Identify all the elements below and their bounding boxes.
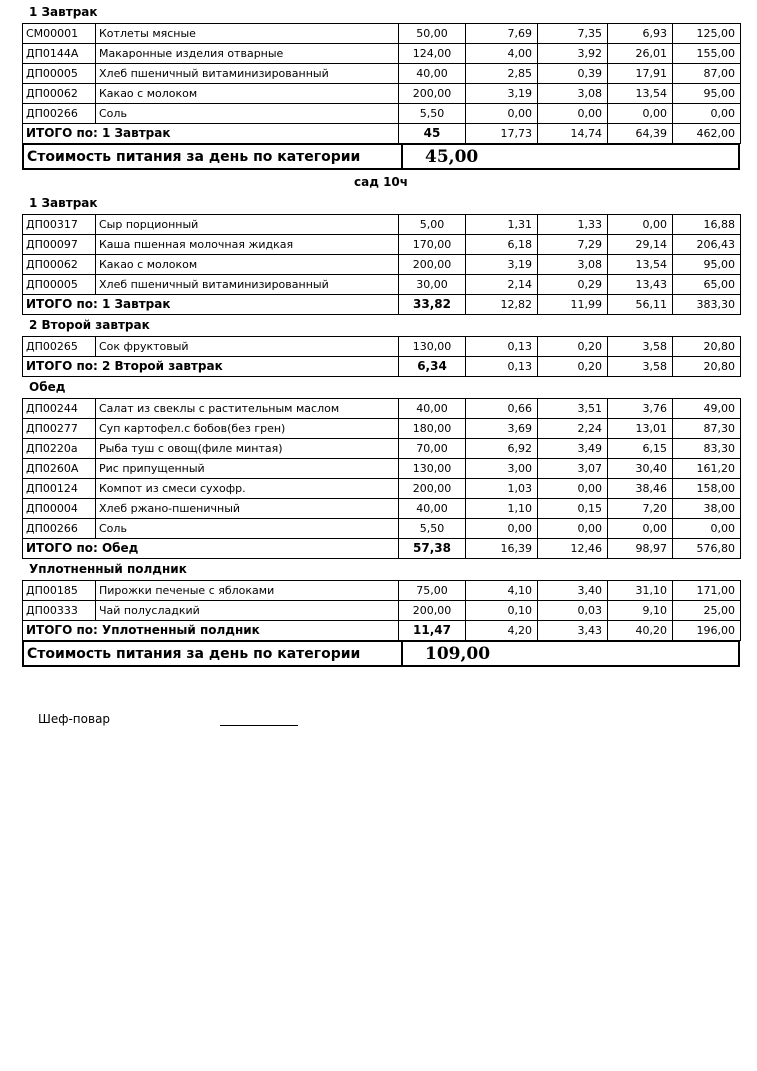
cell-item-val-4: 0,00 (673, 104, 741, 124)
cell-item-name: Рис припущенный (96, 459, 399, 479)
total-row (23, 539, 741, 559)
total-val-2: 12,46 (538, 539, 608, 559)
cell-item-name: Какао с молоком (96, 84, 399, 104)
cell-item-name: Рыба туш с овощ(филе минтая) (96, 439, 399, 459)
cell-item-output: 130,00 (399, 459, 466, 479)
total-val-1: 17,73 (466, 124, 538, 144)
summary-row (23, 144, 739, 169)
signature-line (220, 712, 298, 726)
group-heading: сад 10ч (353, 175, 409, 189)
total-val-3: 3,58 (608, 357, 673, 377)
cell-item-name: Чай полусладкий (96, 601, 399, 621)
cell-item-val-3: 31,10 (608, 581, 673, 601)
table-row (23, 275, 741, 295)
cell-item-val-2: 2,24 (538, 419, 608, 439)
cell-item-output: 130,00 (399, 337, 466, 357)
total-val-3: 56,11 (608, 295, 673, 315)
table-body (23, 24, 741, 124)
cell-item-val-2: 0,03 (538, 601, 608, 621)
cell-item-val-4: 0,00 (673, 519, 741, 539)
total-val-1: 12,82 (466, 295, 538, 315)
cell-item-code: ДП00317 (23, 215, 96, 235)
cell-item-name: Суп картофел.с бобов(без грен) (96, 419, 399, 439)
cell-item-name: Хлеб пшеничный витаминизированный (96, 64, 399, 84)
total-label: ИТОГО по: 1 Завтрак (23, 124, 399, 144)
total-val-1: 4,20 (466, 621, 538, 641)
cell-item-code: ДП00004 (23, 499, 96, 519)
table-row (23, 519, 741, 539)
cell-item-name: Какао с молоком (96, 255, 399, 275)
day-cost-summary (22, 640, 740, 667)
total-val-2: 3,43 (538, 621, 608, 641)
cell-item-val-4: 20,80 (673, 337, 741, 357)
cell-item-code: ДП00244 (23, 399, 96, 419)
total-val-2: 14,74 (538, 124, 608, 144)
table-row (23, 439, 741, 459)
table-row (23, 24, 741, 44)
cell-item-code: ДП00266 (23, 519, 96, 539)
cell-item-code: ДП00062 (23, 255, 96, 275)
total-label: ИТОГО по: Обед (23, 539, 399, 559)
cell-item-output: 75,00 (399, 581, 466, 601)
table-row (23, 235, 741, 255)
cell-item-name: Соль (96, 104, 399, 124)
table-body (23, 337, 741, 357)
cell-item-val-1: 2,85 (466, 64, 538, 84)
table-row (23, 499, 741, 519)
cell-item-val-2: 0,39 (538, 64, 608, 84)
total-label: ИТОГО по: 1 Завтрак (23, 295, 399, 315)
total-val-3: 64,39 (608, 124, 673, 144)
table-row (23, 64, 741, 84)
total-cost: 11,47 (399, 621, 466, 641)
cell-item-val-2: 3,07 (538, 459, 608, 479)
cell-item-code: ДП00277 (23, 419, 96, 439)
cell-item-val-1: 4,00 (466, 44, 538, 64)
cell-item-val-1: 1,03 (466, 479, 538, 499)
total-val-4: 196,00 (673, 621, 741, 641)
cell-item-val-1: 0,10 (466, 601, 538, 621)
cell-item-val-1: 0,00 (466, 519, 538, 539)
cell-item-val-4: 95,00 (673, 84, 741, 104)
cell-item-val-3: 7,20 (608, 499, 673, 519)
cell-item-val-2: 3,51 (538, 399, 608, 419)
cell-item-val-2: 3,92 (538, 44, 608, 64)
cell-item-name: Котлеты мясные (96, 24, 399, 44)
cell-item-val-1: 4,10 (466, 581, 538, 601)
section-title: 1 Завтрак (29, 5, 98, 19)
cell-item-val-4: 155,00 (673, 44, 741, 64)
total-cost: 6,34 (399, 357, 466, 377)
cell-item-val-2: 7,35 (538, 24, 608, 44)
total-row (23, 621, 741, 641)
cell-item-name: Компот из смеси сухофр. (96, 479, 399, 499)
cell-item-val-1: 3,69 (466, 419, 538, 439)
cell-item-output: 30,00 (399, 275, 466, 295)
cell-item-val-4: 87,00 (673, 64, 741, 84)
cell-item-val-2: 3,08 (538, 255, 608, 275)
cell-item-val-1: 6,18 (466, 235, 538, 255)
table-row (23, 255, 741, 275)
cell-item-val-1: 3,19 (466, 255, 538, 275)
table-row (23, 337, 741, 357)
cell-item-val-1: 0,00 (466, 104, 538, 124)
cell-item-code: ДП00062 (23, 84, 96, 104)
cell-item-output: 50,00 (399, 24, 466, 44)
table-row (23, 601, 741, 621)
table-row (23, 399, 741, 419)
total-val-4: 576,80 (673, 539, 741, 559)
table-row (23, 44, 741, 64)
cell-item-val-3: 6,15 (608, 439, 673, 459)
cell-item-val-4: 95,00 (673, 255, 741, 275)
table-body (23, 399, 741, 539)
cell-item-output: 70,00 (399, 439, 466, 459)
cell-item-name: Каша пшенная молочная жидкая (96, 235, 399, 255)
cell-item-output: 200,00 (399, 601, 466, 621)
summary-value: 109,00 (402, 641, 739, 666)
cell-item-val-3: 13,54 (608, 255, 673, 275)
cell-item-val-1: 3,19 (466, 84, 538, 104)
summary-label: Стоимость питания за день по категории (23, 144, 402, 169)
cell-item-val-4: 65,00 (673, 275, 741, 295)
cell-item-val-4: 171,00 (673, 581, 741, 601)
cell-item-val-3: 30,40 (608, 459, 673, 479)
cell-item-val-2: 7,29 (538, 235, 608, 255)
table-body (23, 215, 741, 295)
cell-item-val-2: 0,15 (538, 499, 608, 519)
menu-report-document (22, 0, 740, 730)
cell-item-val-2: 0,00 (538, 519, 608, 539)
total-val-1: 16,39 (466, 539, 538, 559)
summary-row (23, 641, 739, 666)
cell-item-val-3: 26,01 (608, 44, 673, 64)
cell-item-code: ДП00005 (23, 275, 96, 295)
total-val-3: 40,20 (608, 621, 673, 641)
cell-item-val-4: 38,00 (673, 499, 741, 519)
cell-item-val-1: 3,00 (466, 459, 538, 479)
signature-label: Шеф-повар (38, 712, 111, 726)
summary-label: Стоимость питания за день по категории (23, 641, 402, 666)
day-cost-summary (22, 143, 740, 170)
cell-item-val-2: 3,40 (538, 581, 608, 601)
cell-item-output: 5,50 (399, 519, 466, 539)
cell-item-output: 40,00 (399, 399, 466, 419)
section-title: 2 Второй завтрак (29, 318, 150, 332)
table-row (23, 479, 741, 499)
cell-item-output: 40,00 (399, 64, 466, 84)
cell-item-val-3: 0,00 (608, 519, 673, 539)
menu-table (22, 580, 741, 641)
total-val-1: 0,13 (466, 357, 538, 377)
cell-item-output: 200,00 (399, 479, 466, 499)
cell-item-val-2: 0,29 (538, 275, 608, 295)
section-title: Обед (29, 380, 66, 394)
total-val-2: 0,20 (538, 357, 608, 377)
total-val-4: 462,00 (673, 124, 741, 144)
cell-item-val-1: 1,31 (466, 215, 538, 235)
table-row (23, 581, 741, 601)
cell-item-val-3: 6,93 (608, 24, 673, 44)
cell-item-code: ДП00266 (23, 104, 96, 124)
cell-item-val-2: 0,20 (538, 337, 608, 357)
cell-item-val-3: 9,10 (608, 601, 673, 621)
cell-item-val-4: 25,00 (673, 601, 741, 621)
section-title: 1 Завтрак (29, 196, 98, 210)
cell-item-output: 200,00 (399, 84, 466, 104)
cell-item-val-3: 0,00 (608, 215, 673, 235)
cell-item-val-3: 3,76 (608, 399, 673, 419)
total-row (23, 357, 741, 377)
cell-item-val-3: 3,58 (608, 337, 673, 357)
menu-table (22, 23, 741, 144)
cell-item-code: ДП00265 (23, 337, 96, 357)
cell-item-val-3: 38,46 (608, 479, 673, 499)
cell-item-code: ДП00124 (23, 479, 96, 499)
section-title: Уплотненный полдник (29, 562, 187, 576)
cell-item-code: ДП0260А (23, 459, 96, 479)
cell-item-val-1: 2,14 (466, 275, 538, 295)
cell-item-name: Сыр порционный (96, 215, 399, 235)
cell-item-val-4: 83,30 (673, 439, 741, 459)
signature-block (22, 712, 740, 730)
total-val-2: 11,99 (538, 295, 608, 315)
cell-item-val-3: 29,14 (608, 235, 673, 255)
cell-item-val-2: 0,00 (538, 479, 608, 499)
cell-item-output: 5,50 (399, 104, 466, 124)
cell-item-val-4: 49,00 (673, 399, 741, 419)
cell-item-output: 180,00 (399, 419, 466, 439)
total-val-4: 383,30 (673, 295, 741, 315)
cell-item-val-1: 0,66 (466, 399, 538, 419)
cell-item-code: ДП0220а (23, 439, 96, 459)
menu-table (22, 214, 741, 315)
cell-item-code: ДП0144А (23, 44, 96, 64)
table-row (23, 84, 741, 104)
cell-item-name: Пирожки печеные с яблоками (96, 581, 399, 601)
cell-item-val-2: 3,49 (538, 439, 608, 459)
cell-item-output: 40,00 (399, 499, 466, 519)
cell-item-name: Хлеб ржано-пшеничный (96, 499, 399, 519)
cell-item-name: Салат из свеклы с растительным маслом (96, 399, 399, 419)
cell-item-val-3: 13,01 (608, 419, 673, 439)
table-row (23, 419, 741, 439)
total-val-4: 20,80 (673, 357, 741, 377)
total-cost: 57,38 (399, 539, 466, 559)
cell-item-val-1: 7,69 (466, 24, 538, 44)
menu-table (22, 398, 741, 559)
menu-table (22, 336, 741, 377)
cell-item-code: СМ00001 (23, 24, 96, 44)
cell-item-code: ДП00333 (23, 601, 96, 621)
cell-item-val-2: 3,08 (538, 84, 608, 104)
cell-item-val-3: 0,00 (608, 104, 673, 124)
cell-item-val-2: 0,00 (538, 104, 608, 124)
cell-item-val-4: 87,30 (673, 419, 741, 439)
total-label: ИТОГО по: Уплотненный полдник (23, 621, 399, 641)
total-label: ИТОГО по: 2 Второй завтрак (23, 357, 399, 377)
cell-item-output: 124,00 (399, 44, 466, 64)
cell-item-val-3: 13,43 (608, 275, 673, 295)
cell-item-val-1: 6,92 (466, 439, 538, 459)
cell-item-val-2: 1,33 (538, 215, 608, 235)
cell-item-val-4: 125,00 (673, 24, 741, 44)
table-row (23, 104, 741, 124)
cell-item-output: 170,00 (399, 235, 466, 255)
cell-item-output: 200,00 (399, 255, 466, 275)
total-cost: 45 (399, 124, 466, 144)
total-row (23, 124, 741, 144)
cell-item-val-4: 161,20 (673, 459, 741, 479)
cell-item-val-1: 1,10 (466, 499, 538, 519)
cell-item-val-3: 13,54 (608, 84, 673, 104)
cell-item-code: ДП00097 (23, 235, 96, 255)
table-row (23, 459, 741, 479)
cell-item-name: Макаронные изделия отварные (96, 44, 399, 64)
cell-item-val-4: 158,00 (673, 479, 741, 499)
summary-value: 45,00 (402, 144, 739, 169)
table-row (23, 215, 741, 235)
cell-item-code: ДП00005 (23, 64, 96, 84)
total-cost: 33,82 (399, 295, 466, 315)
cell-item-val-4: 16,88 (673, 215, 741, 235)
cell-item-val-3: 17,91 (608, 64, 673, 84)
cell-item-val-1: 0,13 (466, 337, 538, 357)
cell-item-code: ДП00185 (23, 581, 96, 601)
cell-item-output: 5,00 (399, 215, 466, 235)
cell-item-name: Хлеб пшеничный витаминизированный (96, 275, 399, 295)
cell-item-name: Соль (96, 519, 399, 539)
total-row (23, 295, 741, 315)
cell-item-val-4: 206,43 (673, 235, 741, 255)
cell-item-name: Сок фруктовый (96, 337, 399, 357)
table-body (23, 581, 741, 621)
total-val-3: 98,97 (608, 539, 673, 559)
